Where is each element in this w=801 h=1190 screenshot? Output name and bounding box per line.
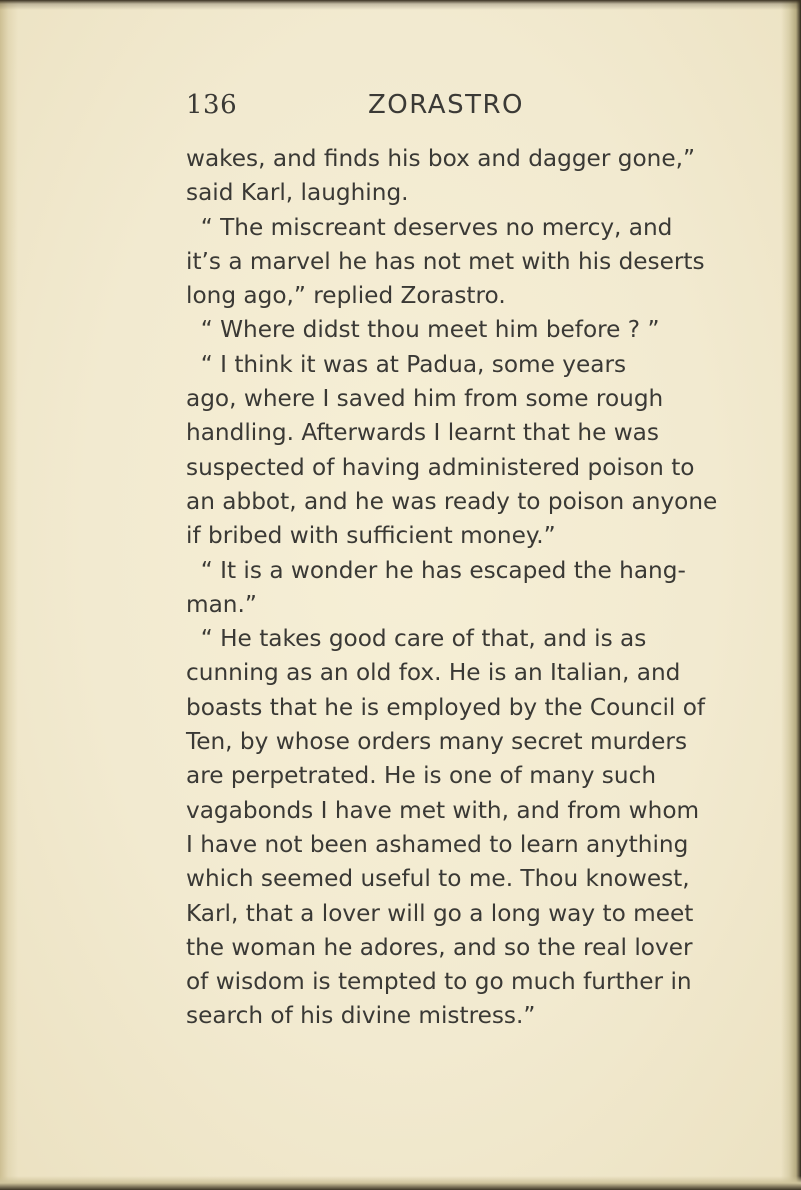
text-line: “ He takes good care of that, and is as bbox=[186, 625, 647, 653]
text-line: man.” bbox=[186, 590, 257, 618]
page-number: 136 bbox=[186, 90, 238, 120]
text-line: are perpetrated. He is one of many such bbox=[186, 762, 657, 790]
text-line: “ The miscreant deserves no mercy, and bbox=[186, 213, 673, 241]
text-line: handling. Afterwards I learnt that he was bbox=[186, 419, 659, 447]
running-title: ZORASTRO bbox=[368, 90, 524, 120]
text-line: it’s a marvel he has not met with his deserts bbox=[186, 247, 705, 275]
text-line: of wisdom is tempted to go much further in bbox=[186, 968, 692, 996]
text-line: which seemed useful to me. Thou knowest, bbox=[186, 865, 690, 893]
text-line: I have not been ashamed to learn anything bbox=[186, 830, 689, 858]
body-text bbox=[186, 142, 718, 1034]
text-line: search of his divine mistress.” bbox=[186, 1002, 536, 1030]
page-right-edge bbox=[781, 0, 801, 1190]
text-line: if bribed with sufficient money.” bbox=[186, 522, 556, 550]
text-line: long ago,” replied Zorastro. bbox=[186, 282, 506, 310]
text-line: “ Where didst thou meet him before ? ” bbox=[186, 316, 660, 344]
text-line: the woman he adores, and so the real lover bbox=[186, 933, 693, 961]
text-line: “ I think it was at Padua, some years bbox=[186, 350, 627, 378]
text-line: an abbot, and he was ready to poison anyone bbox=[186, 487, 718, 515]
text-line: Ten, by whose orders many secret murders bbox=[186, 728, 688, 756]
text-line: suspected of having administered poison to bbox=[186, 453, 695, 481]
page-bottom-edge bbox=[0, 1176, 801, 1190]
text-line: wakes, and finds his box and dagger gone,” bbox=[186, 145, 695, 172]
text-line: Karl, that a lover will go a long way to meet bbox=[186, 899, 694, 927]
page-header bbox=[186, 90, 726, 130]
text-line: boasts that he is employed by the Council of bbox=[186, 693, 706, 721]
text-line: vagabonds I have met with, and from whom bbox=[186, 796, 700, 824]
text-line: ago, where I saved him from some rough bbox=[186, 385, 664, 413]
text-line: cunning as an old fox. He is an Italian, and bbox=[186, 659, 681, 687]
text-line: said Karl, laughing. bbox=[186, 179, 409, 207]
text-line: “ It is a wonder he has escaped the hang- bbox=[186, 556, 686, 584]
